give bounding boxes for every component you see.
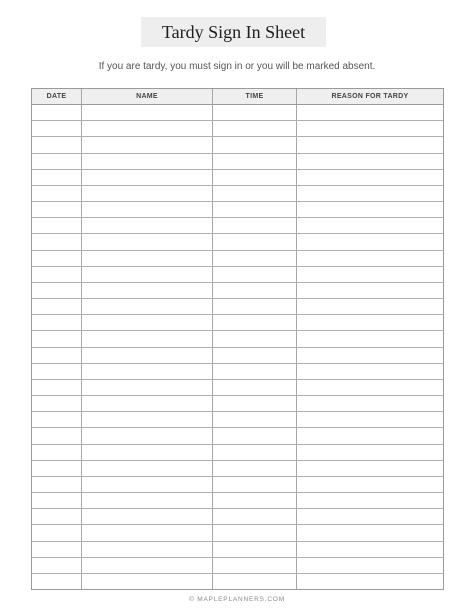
column-header-name: NAME [82, 89, 213, 104]
date-cell [32, 234, 82, 249]
time-cell [213, 299, 297, 314]
reason-cell [297, 493, 443, 508]
time-cell [213, 558, 297, 573]
table-row [32, 202, 443, 218]
reason-cell [297, 154, 443, 169]
time-cell [213, 445, 297, 460]
name-cell [82, 202, 213, 217]
table-row [32, 396, 443, 412]
date-cell [32, 428, 82, 443]
name-cell [82, 445, 213, 460]
date-cell [32, 202, 82, 217]
time-cell [213, 461, 297, 476]
table-row [32, 315, 443, 331]
time-cell [213, 315, 297, 330]
date-cell [32, 461, 82, 476]
reason-cell [297, 331, 443, 346]
time-cell [213, 170, 297, 185]
name-cell [82, 234, 213, 249]
date-cell [32, 186, 82, 201]
reason-cell [297, 558, 443, 573]
table-row [32, 445, 443, 461]
reason-cell [297, 202, 443, 217]
time-cell [213, 105, 297, 120]
table-row [32, 331, 443, 347]
table-row [32, 364, 443, 380]
name-cell [82, 574, 213, 589]
table-row [32, 348, 443, 364]
date-cell [32, 348, 82, 363]
date-cell [32, 558, 82, 573]
table-row [32, 154, 443, 170]
name-cell [82, 137, 213, 152]
time-cell [213, 396, 297, 411]
table-row [32, 234, 443, 250]
date-cell [32, 170, 82, 185]
name-cell [82, 396, 213, 411]
time-cell [213, 364, 297, 379]
name-cell [82, 331, 213, 346]
name-cell [82, 525, 213, 540]
column-header-date: DATE [32, 89, 82, 104]
name-cell [82, 493, 213, 508]
table-header-row [32, 89, 443, 105]
name-cell [82, 299, 213, 314]
table-row [32, 121, 443, 137]
reason-cell [297, 283, 443, 298]
name-cell [82, 121, 213, 136]
date-cell [32, 283, 82, 298]
column-header-reason: REASON FOR TARDY [331, 93, 409, 100]
time-cell [213, 380, 297, 395]
date-cell [32, 121, 82, 136]
name-cell [82, 283, 213, 298]
name-cell [82, 364, 213, 379]
reason-cell [297, 509, 443, 524]
time-cell [213, 234, 297, 249]
name-cell [82, 558, 213, 573]
table-row [32, 493, 443, 509]
title-box [141, 17, 326, 47]
table-row [32, 525, 443, 541]
table-row [32, 558, 443, 574]
name-cell [82, 542, 213, 557]
reason-cell [297, 186, 443, 201]
reason-cell [297, 299, 443, 314]
time-cell [213, 331, 297, 346]
time-cell [213, 525, 297, 540]
sign-in-table [31, 88, 444, 590]
reason-cell [297, 461, 443, 476]
date-cell [32, 331, 82, 346]
name-cell [82, 348, 213, 363]
reason-cell [297, 170, 443, 185]
reason-cell [297, 525, 443, 540]
reason-cell [297, 121, 443, 136]
reason-cell [297, 348, 443, 363]
reason-cell [297, 218, 443, 233]
name-cell [82, 267, 213, 282]
table-row [32, 218, 443, 234]
name-cell [82, 105, 213, 120]
reason-cell [297, 574, 443, 589]
reason-cell [297, 428, 443, 443]
table-row [32, 574, 443, 589]
time-cell [213, 218, 297, 233]
reason-cell [297, 396, 443, 411]
date-cell [32, 380, 82, 395]
footer-credit: © MAPLEPLANNERS.COM [189, 596, 285, 603]
date-cell [32, 154, 82, 169]
time-cell [213, 251, 297, 266]
date-cell [32, 574, 82, 589]
time-cell [213, 542, 297, 557]
time-cell [213, 509, 297, 524]
date-cell [32, 493, 82, 508]
reason-cell [297, 137, 443, 152]
table-row [32, 461, 443, 477]
date-cell [32, 137, 82, 152]
name-cell [82, 380, 213, 395]
table-row [32, 299, 443, 315]
date-cell [32, 542, 82, 557]
name-cell [82, 509, 213, 524]
reason-cell [297, 315, 443, 330]
time-cell [213, 574, 297, 589]
name-cell [82, 154, 213, 169]
date-cell [32, 251, 82, 266]
reason-cell [297, 234, 443, 249]
time-cell [213, 121, 297, 136]
time-cell [213, 412, 297, 427]
time-cell [213, 428, 297, 443]
name-cell [82, 251, 213, 266]
name-cell [82, 428, 213, 443]
name-cell [82, 186, 213, 201]
date-cell [32, 299, 82, 314]
reason-cell [297, 251, 443, 266]
date-cell [32, 315, 82, 330]
table-row [32, 283, 443, 299]
name-cell [82, 412, 213, 427]
date-cell [32, 412, 82, 427]
table-row [32, 105, 443, 121]
table-row [32, 170, 443, 186]
name-cell [82, 218, 213, 233]
time-cell [213, 137, 297, 152]
name-cell [82, 170, 213, 185]
table-row [32, 186, 443, 202]
column-header-time: TIME [213, 89, 297, 104]
date-cell [32, 105, 82, 120]
page-title: Tardy Sign In Sheet [161, 21, 306, 42]
reason-cell [297, 412, 443, 427]
date-cell [32, 509, 82, 524]
table-row [32, 137, 443, 153]
table-row [32, 428, 443, 444]
time-cell [213, 477, 297, 492]
date-cell [32, 445, 82, 460]
date-cell [32, 218, 82, 233]
table-row [32, 380, 443, 396]
reason-cell [297, 267, 443, 282]
reason-cell [297, 445, 443, 460]
time-cell [213, 348, 297, 363]
table-row [32, 267, 443, 283]
table-row [32, 251, 443, 267]
name-cell [82, 477, 213, 492]
time-cell [213, 283, 297, 298]
instruction-text: If you are tardy, you must sign in or you will be marked absent. [98, 61, 376, 72]
date-cell [32, 396, 82, 411]
date-cell [32, 267, 82, 282]
time-cell [213, 202, 297, 217]
reason-cell [297, 364, 443, 379]
date-cell [32, 364, 82, 379]
time-cell [213, 154, 297, 169]
reason-cell [297, 477, 443, 492]
date-cell [32, 525, 82, 540]
time-cell [213, 493, 297, 508]
table-row [32, 477, 443, 493]
table-row [32, 412, 443, 428]
table-row [32, 542, 443, 558]
reason-cell [297, 105, 443, 120]
time-cell [213, 186, 297, 201]
reason-cell [297, 542, 443, 557]
date-cell [32, 477, 82, 492]
reason-cell [297, 380, 443, 395]
name-cell [82, 315, 213, 330]
time-cell [213, 267, 297, 282]
name-cell [82, 461, 213, 476]
table-row [32, 509, 443, 525]
